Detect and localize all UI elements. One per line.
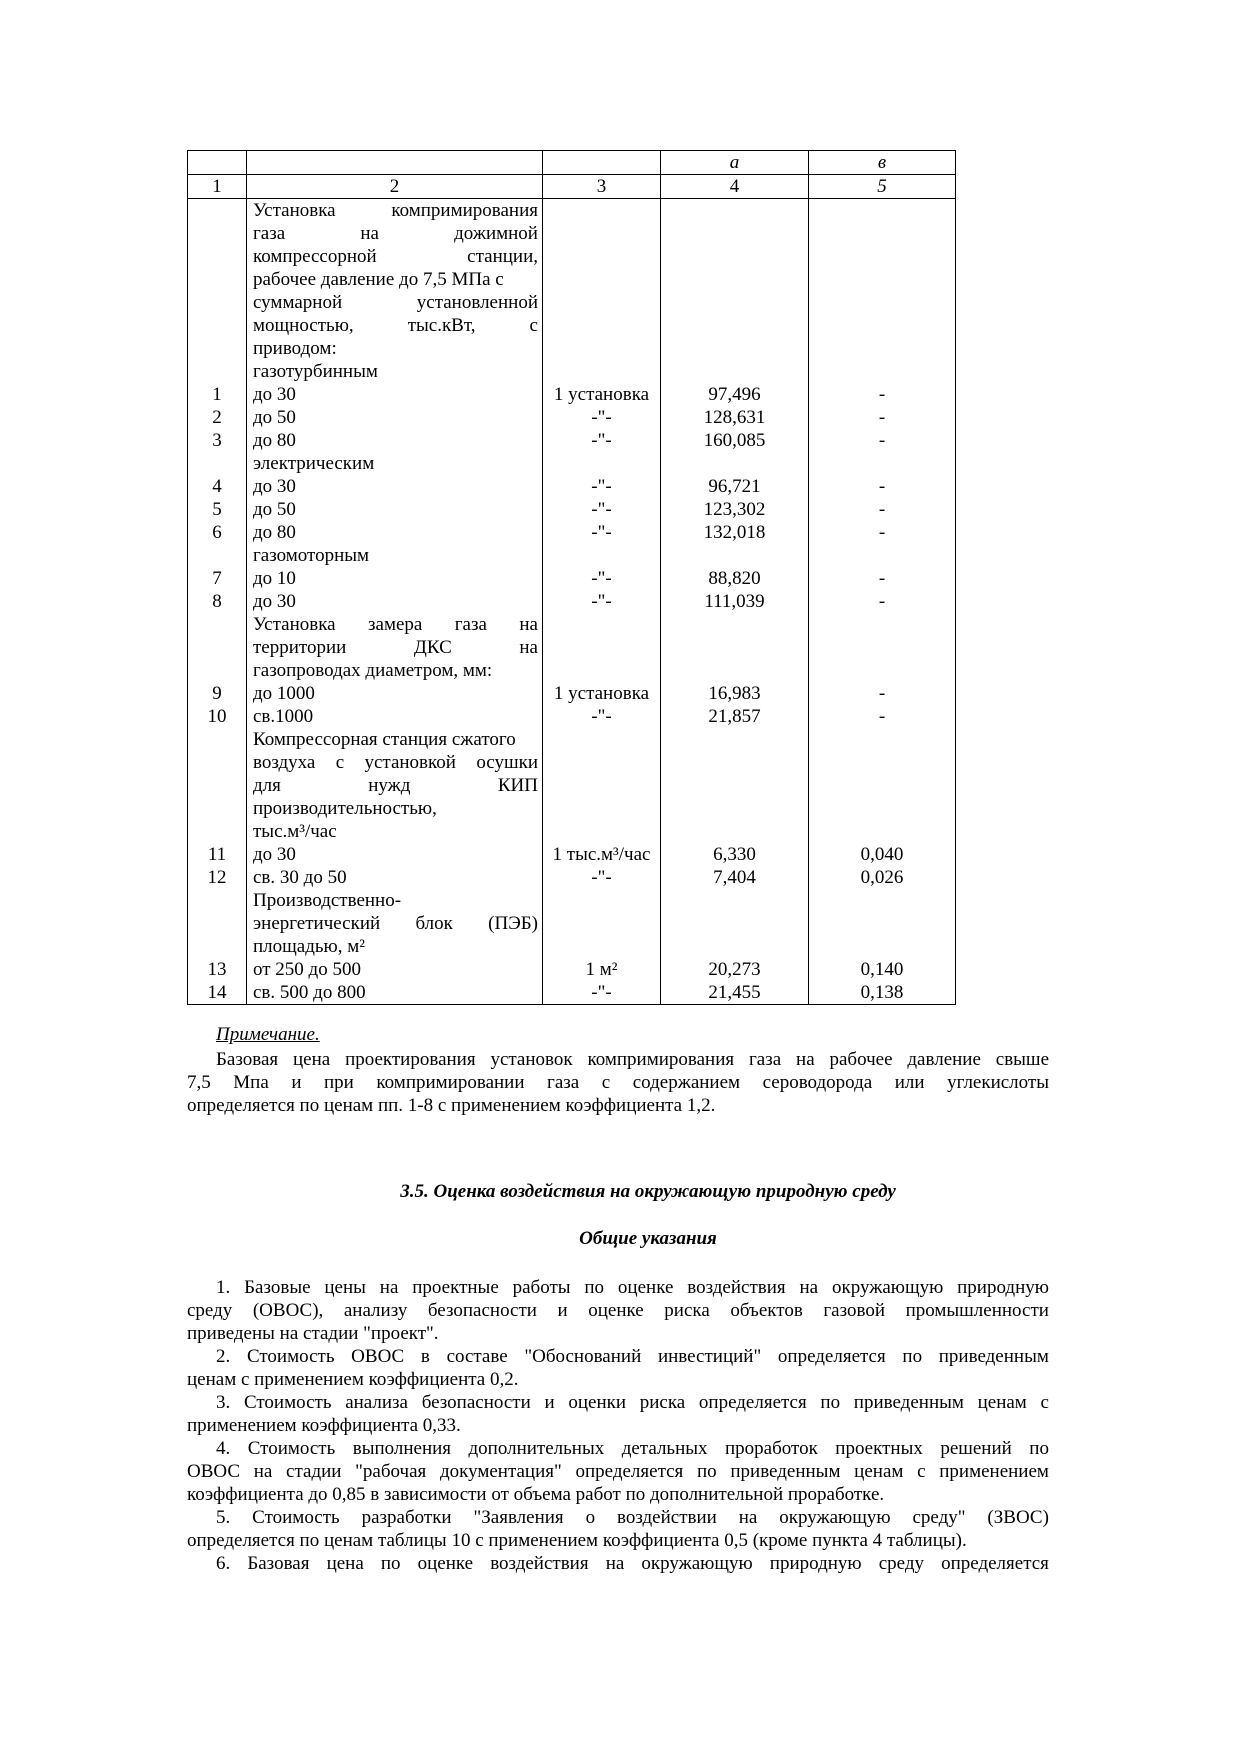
item-price-a: 160,085	[703, 430, 766, 451]
table-row	[188, 613, 956, 728]
price-b-cell	[809, 728, 956, 889]
blank-line	[543, 544, 660, 567]
price-b-cell	[809, 544, 956, 613]
description-line: газопроводах диаметром, мм:	[253, 660, 493, 681]
blank-line	[188, 337, 246, 360]
blank-line	[809, 820, 955, 843]
item-price-a: 7,404	[713, 867, 756, 888]
blank-line	[543, 245, 660, 268]
price-b-cell	[809, 199, 956, 453]
paragraph	[187, 1506, 1049, 1552]
blank-line	[661, 314, 808, 337]
item-unit: -"-	[591, 706, 612, 727]
blank-line	[188, 636, 246, 659]
description-line: компрессорной станции,	[253, 246, 538, 267]
blank-line	[661, 544, 808, 567]
item-number-cell	[188, 199, 247, 453]
blank-line	[809, 314, 955, 337]
item-price-b: -	[878, 568, 886, 589]
blank-line	[661, 797, 808, 820]
item-number: 7	[212, 568, 222, 589]
blank-line	[661, 245, 808, 268]
price-a-cell	[661, 199, 809, 453]
blank-line	[809, 337, 955, 360]
item-price-b: -	[878, 706, 886, 727]
item-price-b: -	[878, 430, 886, 451]
description-cell	[247, 452, 543, 544]
item-unit: -"-	[591, 407, 612, 428]
paragraph	[187, 1276, 1049, 1345]
item-price-a: 21,857	[708, 706, 761, 727]
item-description: до 10	[253, 568, 296, 589]
blank-line	[661, 912, 808, 935]
item-unit: -"-	[591, 982, 612, 1003]
blank-line	[543, 774, 660, 797]
item-price-a: 21,455	[708, 982, 761, 1003]
item-price-a: 16,983	[708, 683, 761, 704]
note-block	[187, 1023, 1049, 1117]
paragraph	[187, 1552, 1049, 1575]
blank-line	[661, 935, 808, 958]
item-description: до 30	[253, 591, 296, 612]
blank-line	[809, 360, 955, 383]
description-cell	[247, 544, 543, 613]
blank-line	[188, 659, 246, 682]
paragraph	[187, 1437, 1049, 1506]
blank-line	[543, 314, 660, 337]
blank-line	[543, 728, 660, 751]
blank-line	[661, 751, 808, 774]
blank-line	[188, 452, 246, 475]
description-cell	[247, 728, 543, 889]
price-a-cell	[661, 544, 809, 613]
blank-line	[809, 452, 955, 475]
paragraph-line: приведены на стадии "проект".	[187, 1323, 439, 1344]
header-cell-a: а	[661, 151, 809, 175]
paragraph-line: коэффициента до 0,85 в зависимости от объема работ по дополнительной проработке.	[187, 1484, 885, 1505]
blank-line	[188, 360, 246, 383]
table-row	[188, 452, 956, 544]
item-number-cell	[188, 889, 247, 1005]
description-line: воздуха с установкой осушки	[253, 752, 538, 773]
blank-line	[188, 728, 246, 751]
blank-line	[809, 728, 955, 751]
blank-line	[188, 268, 246, 291]
blank-line	[543, 751, 660, 774]
table-row	[188, 728, 956, 889]
blank-line	[188, 774, 246, 797]
item-price-a: 96,721	[708, 476, 761, 497]
blank-line	[543, 797, 660, 820]
blank-line	[809, 268, 955, 291]
item-number: 2	[212, 407, 222, 428]
description-cell	[247, 889, 543, 1005]
blank-line	[661, 820, 808, 843]
item-description: до 80	[253, 430, 296, 451]
paragraph-line: 1. Базовые цены на проектные работы по оценке воздействия на окружающую природную	[216, 1277, 1049, 1298]
blank-line	[809, 935, 955, 958]
item-price-b: 0,026	[860, 867, 904, 888]
item-description: до 30	[253, 384, 296, 405]
item-price-b: 0,040	[860, 844, 904, 865]
item-unit: -"-	[591, 476, 612, 497]
blank-line	[661, 728, 808, 751]
item-description: св. 30 до 50	[253, 867, 347, 888]
item-unit: -"-	[591, 522, 612, 543]
item-description: св. 500 до 800	[253, 982, 366, 1003]
item-unit: 1 м²	[585, 959, 618, 980]
blank-line	[188, 314, 246, 337]
item-number: 8	[212, 591, 222, 612]
item-price-a: 20,273	[708, 959, 761, 980]
description-line: Установка компримирования	[253, 200, 538, 221]
description-line: мощностью, тыс.кВт, с	[253, 315, 538, 336]
item-number: 14	[207, 982, 227, 1003]
general-instructions	[187, 1276, 1049, 1575]
table-row	[188, 199, 956, 453]
paragraph	[187, 1345, 1049, 1391]
blank-line	[661, 360, 808, 383]
price-a-cell	[661, 452, 809, 544]
blank-line	[188, 613, 246, 636]
paragraph-line: ценам с применением коэффициента 0,2.	[187, 1369, 519, 1390]
header-cell: 2	[247, 175, 543, 199]
blank-line	[809, 291, 955, 314]
blank-line	[188, 797, 246, 820]
price-b-cell	[809, 613, 956, 728]
blank-line	[809, 751, 955, 774]
item-number-cell	[188, 613, 247, 728]
blank-line	[661, 659, 808, 682]
blank-line	[543, 820, 660, 843]
item-number: 13	[207, 959, 227, 980]
item-number: 12	[207, 867, 227, 888]
blank-line	[543, 268, 660, 291]
blank-line	[661, 613, 808, 636]
header-cell: 4	[661, 175, 809, 199]
header-cell	[247, 151, 543, 175]
description-line: газомоторным	[253, 545, 370, 566]
blank-line	[188, 935, 246, 958]
blank-line	[661, 291, 808, 314]
unit-cell	[543, 452, 661, 544]
item-price-b: 0,138	[860, 982, 904, 1003]
header-cell-v: в	[809, 151, 956, 175]
paragraph-line: среду (ОВОС), анализу безопасности и оценке риска объектов газовой промышленности	[187, 1300, 1049, 1321]
blank-line	[809, 544, 955, 567]
description-cell	[247, 199, 543, 453]
table-header-row-numbers	[188, 175, 956, 199]
item-price-a: 88,820	[708, 568, 761, 589]
header-cell: 5	[809, 175, 956, 199]
blank-line	[809, 636, 955, 659]
item-price-b: -	[878, 499, 886, 520]
item-unit: -"-	[591, 591, 612, 612]
header-cell	[188, 151, 247, 175]
note-line: 7,5 Мпа и при компримировании газа с содержанием сероводорода или углекислоты	[187, 1072, 1049, 1093]
description-line: Производственно-	[253, 890, 402, 911]
item-description: до 50	[253, 407, 296, 428]
item-number: 3	[212, 430, 222, 451]
description-line: территории ДКС на	[253, 637, 538, 658]
description-line: Компрессорная станция сжатого	[253, 729, 516, 750]
table-header-row-letters	[188, 151, 956, 175]
blank-line	[809, 912, 955, 935]
description-line: рабочее давление до 7,5 МПа с	[253, 269, 504, 290]
item-price-a: 6,330	[713, 844, 756, 865]
item-price-b: -	[878, 591, 886, 612]
blank-line	[661, 452, 808, 475]
price-b-cell	[809, 452, 956, 544]
price-a-cell	[661, 613, 809, 728]
item-unit: -"-	[591, 499, 612, 520]
item-number: 11	[207, 844, 227, 865]
item-number: 6	[212, 522, 222, 543]
description-line: площадью, м²	[253, 936, 365, 957]
unit-cell	[543, 889, 661, 1005]
item-number: 9	[212, 683, 222, 704]
item-price-a: 111,039	[704, 591, 765, 612]
blank-line	[661, 889, 808, 912]
blank-line	[188, 889, 246, 912]
description-line: суммарной установленной	[253, 292, 538, 313]
description-line: производительностью,	[253, 798, 437, 819]
blank-line	[543, 360, 660, 383]
blank-line	[543, 199, 660, 222]
description-line: тыс.м³/час	[253, 821, 337, 842]
item-price-a: 123,302	[703, 499, 766, 520]
price-table	[187, 150, 956, 1005]
item-number: 1	[212, 384, 222, 405]
header-cell: 1	[188, 175, 247, 199]
blank-line	[809, 774, 955, 797]
price-a-cell	[661, 728, 809, 889]
blank-line	[661, 337, 808, 360]
item-price-a: 128,631	[703, 407, 766, 428]
blank-line	[809, 222, 955, 245]
description-cell	[247, 613, 543, 728]
paragraph-line: применением коэффициента 0,33.	[187, 1415, 461, 1436]
paragraph-line: 6. Базовая цена по оценке воздействия на окружающую природную среду определяется	[216, 1553, 1049, 1574]
item-price-b: -	[878, 522, 886, 543]
item-unit: -"-	[591, 568, 612, 589]
blank-line	[661, 636, 808, 659]
unit-cell	[543, 199, 661, 453]
paragraph	[187, 1391, 1049, 1437]
item-description: до 30	[253, 844, 296, 865]
paragraph-line: 2. Стоимость ОВОС в составе "Обоснований инвестиций" определяется по приведенным	[216, 1346, 1049, 1367]
blank-line	[661, 774, 808, 797]
item-number: 5	[212, 499, 222, 520]
unit-cell	[543, 613, 661, 728]
paragraph-line: 5. Стоимость разработки "Заявления о воздействии на окружающую среду" (ЗВОС)	[216, 1507, 1049, 1528]
subsection-title: Общие указания	[579, 1228, 717, 1249]
blank-line	[661, 222, 808, 245]
description-line: энергетический блок (ПЭБ)	[253, 913, 538, 934]
paragraph-line: 4. Стоимость выполнения дополнительных детальных проработок проектных решений по	[216, 1438, 1049, 1459]
item-unit: -"-	[591, 430, 612, 451]
blank-line	[188, 245, 246, 268]
blank-line	[809, 889, 955, 912]
item-number-cell	[188, 452, 247, 544]
section-title: 3.5. Оценка воздействия на окружающую природную среду	[400, 1181, 896, 1202]
blank-line	[543, 912, 660, 935]
description-line: для нужд КИП	[253, 775, 538, 796]
blank-line	[543, 935, 660, 958]
description-line: приводом:	[253, 338, 337, 359]
blank-line	[809, 199, 955, 222]
item-unit: -"-	[591, 867, 612, 888]
blank-line	[543, 659, 660, 682]
blank-line	[543, 337, 660, 360]
unit-cell	[543, 544, 661, 613]
note-line: Базовая цена проектирования установок компримирования газа на рабочее давление свыше	[216, 1049, 1049, 1070]
blank-line	[188, 820, 246, 843]
blank-line	[188, 751, 246, 774]
table-row	[188, 889, 956, 1005]
blank-line	[543, 222, 660, 245]
note-body	[187, 1048, 1049, 1117]
item-description: до 30	[253, 476, 296, 497]
blank-line	[809, 797, 955, 820]
price-a-cell	[661, 889, 809, 1005]
item-unit: 1 установка	[553, 683, 650, 704]
item-price-b: -	[878, 407, 886, 428]
blank-line	[543, 889, 660, 912]
blank-line	[661, 199, 808, 222]
blank-line	[543, 613, 660, 636]
blank-line	[188, 291, 246, 314]
blank-line	[188, 222, 246, 245]
item-description: св.1000	[253, 706, 314, 727]
note-title: Примечание.	[216, 1024, 320, 1045]
item-description: до 50	[253, 499, 296, 520]
item-unit: 1 тыс.м³/час	[552, 844, 651, 865]
header-cell: 3	[543, 175, 661, 199]
blank-line	[188, 544, 246, 567]
item-price-a: 132,018	[703, 522, 766, 543]
note-line: определяется по ценам пп. 1-8 с применением коэффициента 1,2.	[187, 1095, 716, 1116]
price-b-cell	[809, 889, 956, 1005]
unit-cell	[543, 728, 661, 889]
item-number: 10	[207, 706, 227, 727]
blank-line	[543, 636, 660, 659]
description-line: Установка замера газа на	[253, 614, 538, 635]
blank-line	[543, 291, 660, 314]
blank-line	[188, 912, 246, 935]
blank-line	[661, 268, 808, 291]
table-row	[188, 544, 956, 613]
item-price-b: -	[878, 476, 886, 497]
item-description: до 80	[253, 522, 296, 543]
blank-line	[809, 245, 955, 268]
item-number-cell	[188, 544, 247, 613]
item-price-b: -	[878, 384, 886, 405]
blank-line	[543, 452, 660, 475]
description-line: газа на дожимной	[253, 223, 538, 244]
description-line: электрическим	[253, 453, 375, 474]
item-price-a: 97,496	[708, 384, 761, 405]
item-number: 4	[212, 476, 222, 497]
paragraph-line: ОВОС на стадии "рабочая документация" определяется по приведенным ценам с применением	[187, 1461, 1049, 1482]
paragraph-line: определяется по ценам таблицы 10 с применением коэффициента 0,5 (кроме пункта 4 таблицы).	[187, 1530, 967, 1551]
item-description: от 250 до 500	[253, 959, 361, 980]
item-price-b: -	[878, 683, 886, 704]
paragraph-line: 3. Стоимость анализа безопасности и оценки риска определяется по приведенным ценам с	[216, 1392, 1049, 1413]
header-cell	[543, 151, 661, 175]
item-price-b: 0,140	[860, 959, 904, 980]
item-unit: 1 установка	[553, 384, 650, 405]
blank-line	[188, 199, 246, 222]
description-line: газотурбинным	[253, 361, 378, 382]
blank-line	[809, 613, 955, 636]
blank-line	[809, 659, 955, 682]
item-description: до 1000	[253, 683, 315, 704]
item-number-cell	[188, 728, 247, 889]
